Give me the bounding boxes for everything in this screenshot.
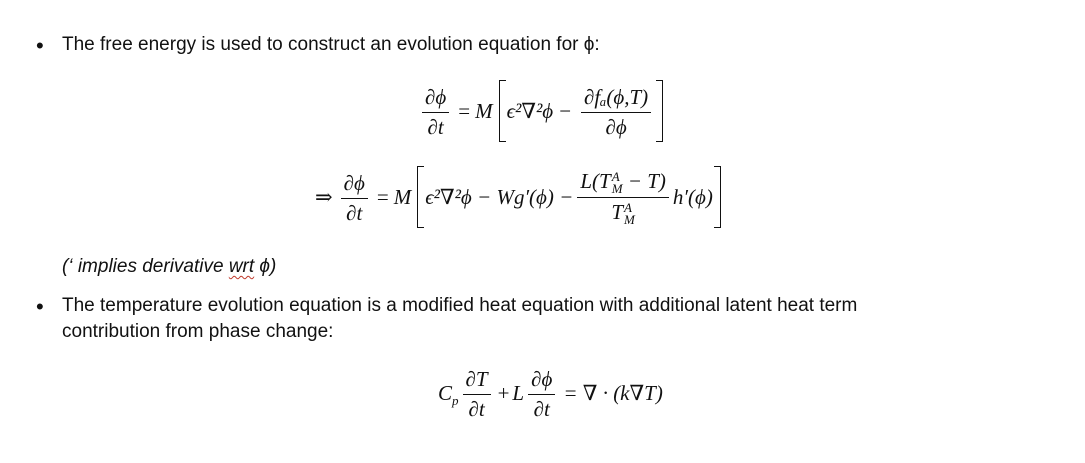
mobility-symbol: M [475,98,493,123]
fraction-dT-dt [463,366,491,421]
latent-heat-symbol: L [512,381,525,405]
equation-evolution-phi-expanded [315,168,721,226]
cp-base: C [438,381,453,405]
bracket-group [499,82,664,140]
implies-arrow: ⇒ [315,184,333,209]
subscript: M [611,181,623,196]
fraction-numerator: ∂T [463,366,491,395]
bracket-group [417,168,721,226]
gradient-term: ϵ²∇²ϕ [506,98,554,123]
mobility-symbol: M [393,184,412,209]
expanded-terms: ϵ²∇²ϕ − Wg′(ϕ) − [425,184,574,209]
subscript: M [624,212,635,228]
fraction-denominator: ∂ϕ [605,114,627,139]
plus-sign: + [497,381,510,405]
bullet-text-temperature-line2: contribution from phase change: [62,321,334,342]
note-suffix: ϕ) [254,256,277,277]
fraction-numerator [577,168,669,198]
numerator-left: L(T [580,168,611,193]
superscript-subscript [612,171,623,195]
heat-capacity [438,381,459,409]
bullet-dot: • [36,33,44,58]
cp-subscript: p [452,393,459,409]
equals-sign: = [458,98,471,123]
note-spellcheck-word: wrt [228,256,255,277]
denominator-base: T [611,200,624,224]
equation-heat [438,366,663,421]
minus-sign: − [559,98,572,123]
fraction-denominator: ∂t [346,200,363,225]
fraction-denominator: ∂t [427,114,444,139]
derivative-note [62,254,276,280]
fraction-dfA-dphi [581,84,651,139]
fraction-numerator: ∂fₐ(ϕ,T) [581,84,651,113]
fraction-dphi-dt [528,366,555,421]
fraction-dphi-dt [341,170,368,225]
fraction-denominator [608,198,638,226]
heat-rhs: = ∇ · (k∇T) [563,381,663,405]
equals-sign: = [376,184,389,209]
interpolation-term: h′(ϕ) [672,184,713,209]
fraction-latent-heat [577,168,669,226]
bullet-text-temperature-line1: The temperature evolution equation is a modified heat equation with additional latent heat term [62,295,858,316]
superscript: A [624,200,632,216]
note-prefix: (‘ implies derivative [62,256,229,277]
fraction-denominator: ∂t [468,397,485,421]
fraction-denominator: ∂t [533,397,550,421]
superscript: A [611,169,620,184]
bullet-text-free-energy: The free energy is used to construct an evolution equation for ϕ: [62,34,600,55]
fraction-numerator: ∂ϕ [528,366,555,395]
equation-evolution-phi [418,82,663,140]
bullet-dot: • [36,294,44,319]
superscript-subscript [624,202,635,226]
numerator-right: − T) [622,168,666,193]
fraction-dphi-dt [422,84,449,139]
fraction-numerator: ∂ϕ [422,84,449,113]
fraction-numerator: ∂ϕ [341,170,368,199]
